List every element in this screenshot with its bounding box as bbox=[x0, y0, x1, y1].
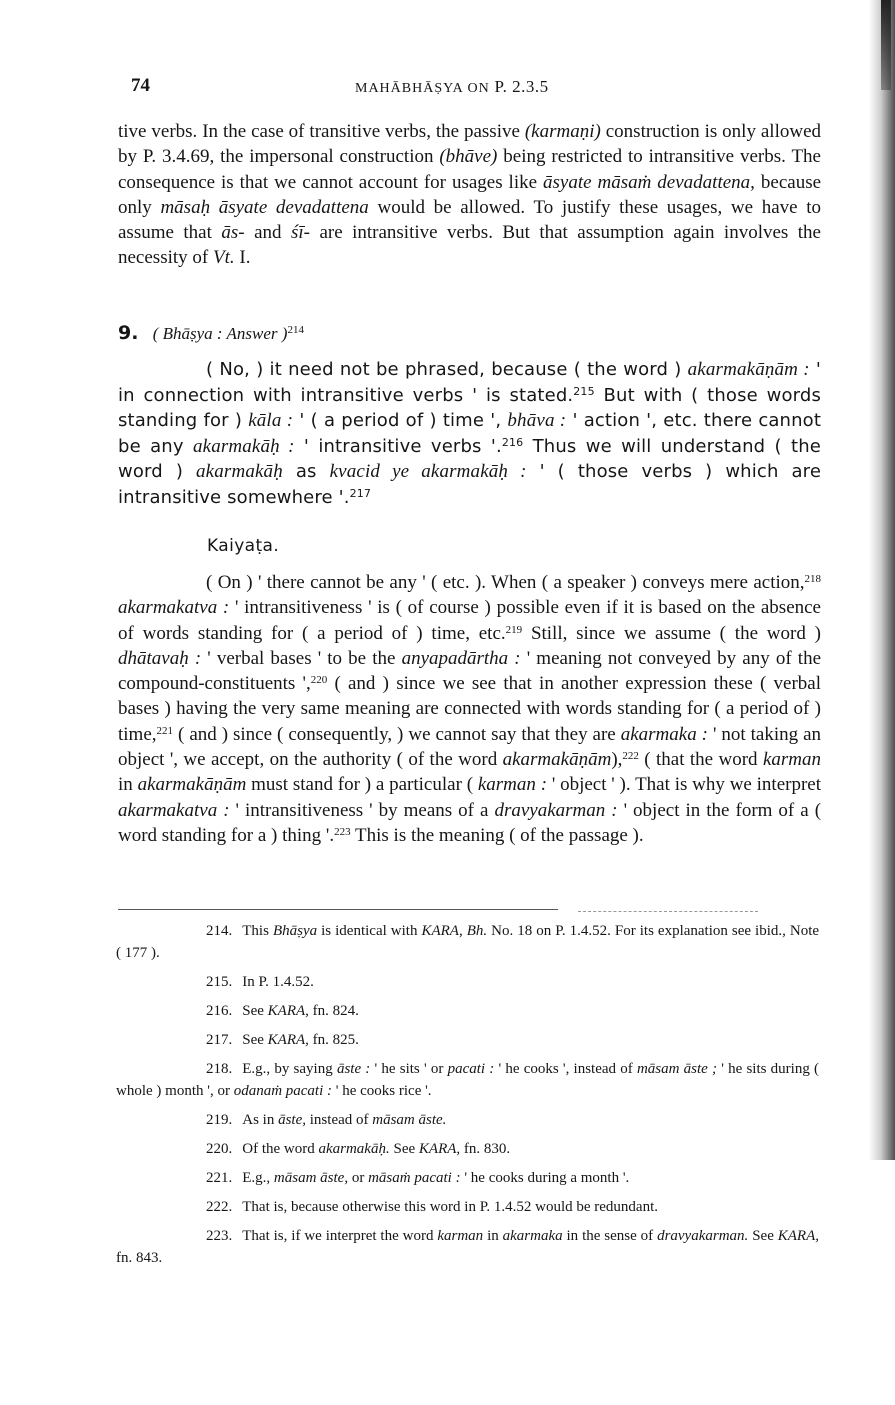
intro-text: I. bbox=[239, 247, 251, 269]
kaiyata-term: karman : bbox=[477, 774, 548, 796]
footnote-217 bbox=[116, 1029, 819, 1051]
footnote-ref: 223 bbox=[334, 825, 351, 838]
footnote-term: Bhāṣya bbox=[272, 923, 318, 939]
kaiyata-text: in bbox=[118, 774, 133, 796]
kaiyata-term: akarmakāṇām bbox=[137, 774, 247, 796]
footnote-term: māsam āste ; bbox=[636, 1061, 717, 1077]
footnote-ref: 217 bbox=[349, 486, 372, 500]
footnote-term: pacati : bbox=[447, 1061, 495, 1077]
intro-text: and bbox=[254, 222, 282, 244]
running-head-title: MAHĀBHĀṢYA ON bbox=[355, 81, 490, 96]
kaiyata-term: karman bbox=[762, 749, 822, 771]
footnote-term: akarmakāḥ. bbox=[318, 1141, 390, 1157]
bhasya-term: kāla : bbox=[248, 410, 294, 432]
footnote-text: See bbox=[393, 1141, 416, 1157]
footnote-number: 221. bbox=[206, 1170, 233, 1186]
intro-term: śī- bbox=[290, 222, 310, 244]
bhasya-term: akarmakāḥ bbox=[196, 461, 283, 483]
footnote-222 bbox=[116, 1196, 819, 1218]
footnote-number: 215. bbox=[206, 974, 233, 990]
footnote-number: 223. bbox=[206, 1228, 233, 1244]
footnote-term: āste : bbox=[336, 1061, 371, 1077]
footnote-term: māsam āste. bbox=[372, 1112, 447, 1128]
footnote-216 bbox=[116, 1000, 819, 1022]
footnote-text: E.g., bbox=[242, 1170, 271, 1186]
footnote-ref: 221 bbox=[156, 724, 174, 737]
footnote-term: karman bbox=[437, 1228, 484, 1244]
kaiyata-term: akarmakāṇām bbox=[502, 749, 612, 771]
bhasya-term: bhāva : bbox=[507, 410, 567, 432]
footnote-text: or bbox=[351, 1170, 365, 1186]
bhasya-answer-paragraph bbox=[118, 357, 821, 511]
footnote-ref: 218 bbox=[804, 573, 821, 585]
footnote-number: 220. bbox=[206, 1141, 233, 1157]
footnote-text: ' he sits during ( whole ) month ', or bbox=[116, 1061, 820, 1099]
intro-term: (karmaṇi) bbox=[524, 121, 601, 142]
intro-term: (bhāve) bbox=[439, 146, 498, 168]
footnote-219 bbox=[116, 1109, 819, 1131]
kaiyata-text: ' intransitiveness ' by means of a bbox=[235, 799, 489, 821]
footnote-text: Of the word bbox=[242, 1141, 315, 1157]
intro-text: tive verbs. In the case of transitive verbs, the passive bbox=[118, 121, 520, 142]
kaiyata-term: dhātavaḥ : bbox=[118, 647, 202, 669]
footnotes bbox=[116, 920, 819, 1276]
footnote-text: fn. 825. bbox=[312, 1032, 359, 1048]
section-9-heading bbox=[118, 322, 304, 344]
footnote-text: See bbox=[242, 1032, 264, 1048]
section-label: ( Bhāṣya : Answer ) bbox=[152, 324, 288, 343]
footnote-number: 222. bbox=[206, 1199, 233, 1215]
footnote-221 bbox=[116, 1167, 819, 1189]
footnote-text: In P. 1.4.52. bbox=[242, 974, 314, 990]
kaiyata-term: akarmaka : bbox=[620, 723, 708, 745]
bhasya-text: But with ( those words standing for ) bbox=[118, 384, 821, 432]
kaiyata-text: ( that the word bbox=[644, 749, 758, 771]
running-head-ref: P. 2.3.5 bbox=[494, 77, 549, 96]
footnote-215 bbox=[116, 971, 819, 993]
footnote-term: māsaṁ pacati : bbox=[368, 1170, 461, 1186]
section-number: 9. bbox=[118, 322, 139, 344]
footnote-text: This bbox=[242, 923, 269, 939]
footnote-term: KARA, bbox=[267, 1003, 309, 1019]
footnote-ref: 222 bbox=[622, 750, 639, 763]
kaiyata-text: ' object ' ). That is why we interpret bbox=[551, 774, 822, 796]
footnote-text: As in bbox=[242, 1112, 275, 1128]
footnote-term: KARA, bbox=[418, 1141, 461, 1157]
footnote-term: KARA, Bh. bbox=[421, 923, 488, 939]
intro-term: ās- bbox=[221, 222, 245, 244]
footnote-divider bbox=[118, 909, 558, 910]
bhasya-text: ' ( a period of ) time ', bbox=[299, 410, 502, 432]
kaiyata-text: ' verbal bases ' to be the bbox=[207, 647, 396, 669]
footnote-text: ' he sits ' or bbox=[374, 1061, 444, 1077]
footnote-220 bbox=[116, 1138, 819, 1160]
kaiyata-text: ), bbox=[611, 749, 623, 771]
intro-text: because only bbox=[118, 171, 822, 218]
bhasya-text: as bbox=[295, 461, 317, 483]
intro-term: Vt. bbox=[212, 247, 235, 269]
footnote-divider-faint bbox=[578, 911, 758, 912]
kaiyata-text: Still, since we assume ( the word ) bbox=[530, 622, 821, 644]
footnote-number: 218. bbox=[206, 1061, 233, 1077]
footnote-text: fn. 830. bbox=[463, 1141, 511, 1157]
footnote-214 bbox=[116, 920, 819, 964]
footnote-text: fn. 843. bbox=[116, 1250, 163, 1266]
footnote-ref: 219 bbox=[505, 623, 523, 636]
footnote-text: is identical with bbox=[321, 923, 418, 939]
footnote-text: No. 18 on P. 1.4.52. For its explanation see ibid., Note ( 177 ). bbox=[116, 923, 820, 961]
footnote-term: akarmaka bbox=[502, 1228, 563, 1244]
footnote-number: 216. bbox=[206, 1003, 233, 1019]
running-head bbox=[355, 77, 549, 97]
footnote-term: āste, bbox=[278, 1112, 307, 1128]
kaiyata-text: ' intransitiveness ' is ( of course ) possible even if it is based on the absence of words standing for ( a period of ) time, etc. bbox=[118, 597, 821, 644]
footnote-text: See bbox=[242, 1003, 264, 1019]
kaiyata-text: This is the meaning ( of the passage ). bbox=[355, 824, 644, 846]
bhasya-text: ' in connection with intransitive verbs ' is stated. bbox=[118, 359, 821, 406]
bhasya-term: kvacid ye akarmakāḥ : bbox=[329, 461, 527, 483]
page-edge-corner bbox=[881, 0, 891, 90]
bhasya-text: Thus we will understand ( the word ) bbox=[118, 435, 822, 483]
kaiyata-heading: Kaiyaṭa. bbox=[207, 536, 280, 556]
kaiyata-text: ( and ) since ( consequently, ) we cannot say that they are bbox=[178, 723, 616, 745]
footnote-number: 219. bbox=[206, 1112, 233, 1128]
bhasya-text: ( No, ) it need not be phrased, because ( the word ) bbox=[206, 359, 682, 380]
footnote-ref: 214 bbox=[287, 324, 304, 336]
footnote-number: 214. bbox=[206, 923, 233, 939]
footnote-term: māsam āste, bbox=[273, 1170, 349, 1186]
kaiyata-text: ' meaning not conveyed by any of the compound-constituents ', bbox=[118, 647, 822, 695]
bhasya-text: ' intransitive verbs '. bbox=[303, 435, 502, 457]
footnote-218 bbox=[116, 1058, 819, 1102]
footnote-number: 217. bbox=[206, 1032, 233, 1048]
kaiyata-text: ' object in the form of a ( word standing for a ) thing '. bbox=[118, 799, 822, 846]
kaiyata-text: must stand for ) a particular ( bbox=[251, 774, 474, 796]
footnote-text: That is, if we interpret the word bbox=[242, 1228, 434, 1244]
footnote-text: That is, because otherwise this word in P. 1.4.52 would be redundant. bbox=[242, 1199, 659, 1215]
intro-term: māsaḥ āsyate devadattena bbox=[160, 196, 369, 218]
kaiyata-term: anyapadārtha : bbox=[401, 647, 521, 669]
intro-text: being restricted to intransitive verbs. The consequence is that we cannot account for usages like bbox=[118, 146, 821, 193]
footnote-term: KARA, bbox=[267, 1032, 309, 1048]
kaiyata-term: akarmakatva : bbox=[118, 799, 230, 821]
footnote-ref: 220 bbox=[310, 674, 328, 687]
footnote-text: instead of bbox=[309, 1112, 369, 1128]
intro-paragraph bbox=[118, 119, 821, 271]
bhasya-term: akarmakāṇām : bbox=[687, 359, 810, 380]
footnote-text: in bbox=[487, 1228, 499, 1244]
kaiyata-text: ( and ) since we see that in another expression these ( verbal bases ) having the very same meaning are connected with words standing for ( a period of ) time, bbox=[118, 673, 822, 745]
intro-text: are intransitive verbs. But that assumption again involves the necessity of bbox=[118, 222, 821, 269]
footnote-ref: 216 bbox=[501, 435, 524, 449]
kaiyata-text: ( On ) ' there cannot be any ' ( etc. ). When ( a speaker ) conveys mere action, bbox=[206, 572, 805, 593]
bhasya-text: ' action ', etc. there cannot be any bbox=[118, 410, 822, 457]
footnote-text: fn. 824. bbox=[312, 1003, 359, 1019]
bhasya-text: ' ( those verbs ) which are intransitive somewhere '. bbox=[118, 461, 822, 508]
footnote-text: in the sense of bbox=[566, 1228, 654, 1244]
footnote-text: See bbox=[752, 1228, 774, 1244]
footnote-ref: 215 bbox=[573, 384, 595, 398]
kaiyata-paragraph bbox=[118, 570, 821, 848]
footnote-term: dravyakarman. bbox=[657, 1228, 749, 1244]
kaiyata-term: akarmakatva : bbox=[118, 597, 230, 619]
page-number: 74 bbox=[131, 75, 150, 96]
footnote-223 bbox=[116, 1225, 819, 1269]
footnote-term: KARA, bbox=[777, 1228, 819, 1244]
footnote-text: ' he cooks rice '. bbox=[335, 1083, 432, 1099]
kaiyata-term: dravyakarman : bbox=[494, 799, 618, 821]
footnote-text: E.g., by saying bbox=[242, 1061, 333, 1077]
page-edge-shadow bbox=[869, 0, 895, 1160]
footnote-text: ' he cooks ', instead of bbox=[498, 1061, 633, 1077]
intro-text: would be allowed. To justify these usages, we have to assume that bbox=[118, 196, 822, 244]
footnote-text: ' he cooks during a month '. bbox=[464, 1170, 630, 1186]
intro-term: āsyate māsaṁ devadattena, bbox=[543, 171, 755, 193]
kaiyata-text: ' not taking an object ', we accept, on the authority ( of the word bbox=[118, 723, 822, 771]
intro-text: construction is only allowed by P. 3.4.69, the impersonal construction bbox=[118, 121, 822, 168]
bhasya-term: akarmakāḥ : bbox=[192, 435, 295, 457]
footnote-term: odanaṁ pacati : bbox=[233, 1083, 333, 1099]
